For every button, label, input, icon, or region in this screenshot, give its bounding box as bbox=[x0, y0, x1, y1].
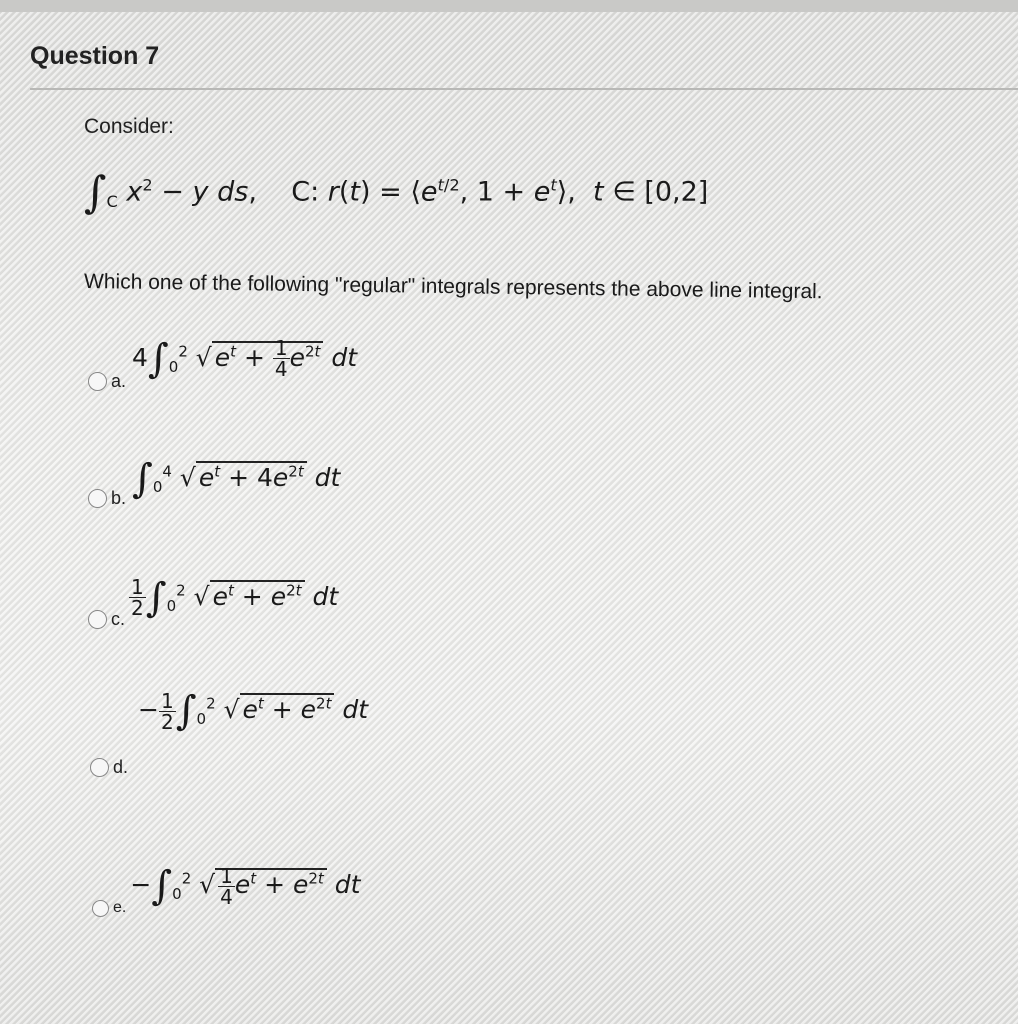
question-title: Question 7 bbox=[30, 42, 160, 70]
option-c-formula: $\frac{1}{2}$ $\int_0^2$ √ $e^t + e^{2t}$ dt bbox=[131, 574, 339, 621]
option-b-formula: $\int_0^4$ √ $e^t + 4e^{2t}$ dt bbox=[132, 455, 341, 502]
question-intro: Consider: bbox=[84, 115, 174, 138]
top-band bbox=[0, 0, 1018, 12]
option-b-label: b. bbox=[111, 488, 127, 508]
option-a-formula: $4\int_0^2$ √ $e^t$ + $\frac{1}{4}$ $e^{2t}$ dt bbox=[132, 335, 358, 382]
option-e[interactable] bbox=[92, 855, 360, 917]
option-e-radio[interactable] bbox=[92, 900, 109, 917]
option-d-radio[interactable] bbox=[90, 758, 109, 777]
line-integral-expression: $\int_C$ $x^2 - y$ ds, C: $r(t) = ⟨e^{t/2}$, $1 + e^t⟩$, t ∈ [0,2] bbox=[84, 168, 709, 218]
option-d-formula-row bbox=[88, 688, 368, 734]
option-e-formula: $-\int_0^2$ √ $\frac{1}{4}$ $e^t + e^{2t}$ dt bbox=[130, 863, 361, 909]
question-prompt: Which one of the following "regular" integrals represents the above line integral. bbox=[83, 270, 823, 304]
option-e-label: e. bbox=[113, 899, 127, 916]
option-c-radio[interactable] bbox=[88, 610, 107, 629]
option-a[interactable] bbox=[88, 325, 357, 392]
option-a-label: a. bbox=[111, 371, 127, 391]
option-c[interactable] bbox=[88, 565, 338, 630]
option-b[interactable] bbox=[88, 448, 340, 509]
option-d[interactable] bbox=[90, 757, 128, 778]
option-d-label: d. bbox=[113, 757, 129, 777]
option-b-radio[interactable] bbox=[88, 489, 107, 508]
option-c-label: c. bbox=[111, 609, 126, 629]
option-d-formula: − $\frac{1}{2}$ $\int_0^2$ √ $e^t + e^{2t}$ dt bbox=[138, 688, 369, 734]
option-a-radio[interactable] bbox=[88, 372, 107, 391]
title-divider bbox=[30, 88, 1018, 90]
